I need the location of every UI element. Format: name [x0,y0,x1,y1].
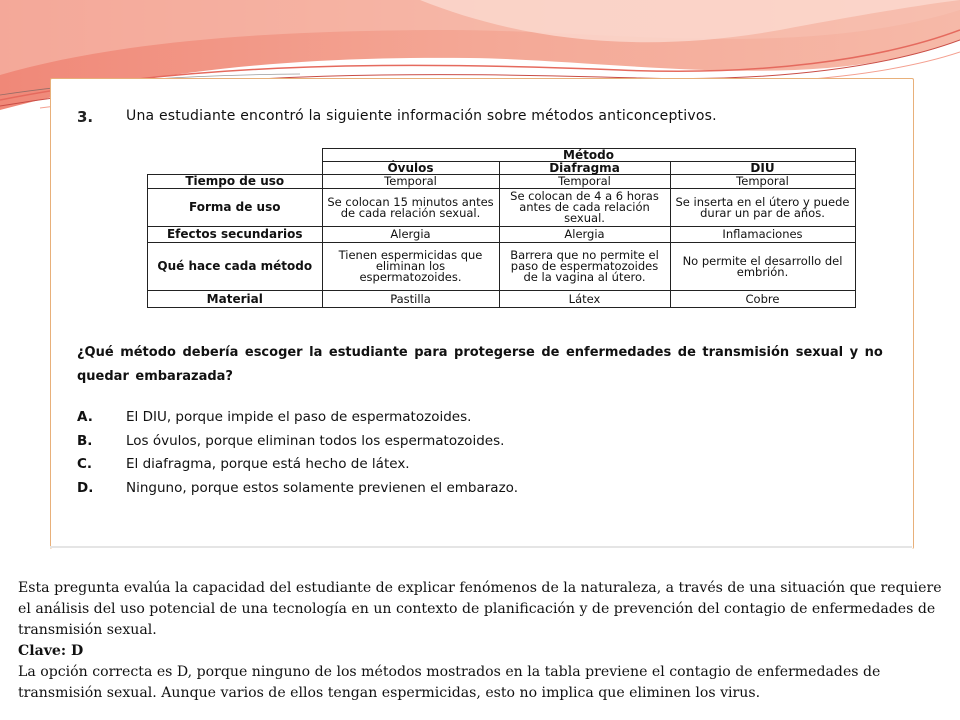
answer-key: Clave: D [18,643,84,659]
card-divider [50,546,912,548]
option-letter: B. [77,432,93,449]
question-card [50,78,914,549]
row-header: Qué hace cada método [148,243,323,291]
table-cell: Se colocan 15 minutos antes de cada relación sexual. [322,189,499,227]
question-intro: Una estudiante encontró la siguiente información sobre métodos anticonceptivos. [126,108,717,124]
table-row [148,243,856,291]
column-header-diu: DIU [670,162,855,175]
column-header-ovulos: Óvulos [322,162,499,175]
row-header: Forma de uso [148,189,323,227]
question-prompt: ¿Qué método debería escoger la estudiante para protegerse de enfermedades de transmisión sexual y no quedar embarazada? [77,345,883,384]
table-cell: Inflamaciones [670,227,855,243]
table-cell: Cobre [670,291,855,308]
question-number: 3. [77,108,94,126]
row-header: Material [148,291,323,308]
row-header: Efectos secundarios [148,227,323,243]
table-group-header: Método [322,149,855,162]
table-cell: Alergia [499,227,670,243]
option-letter: A. [77,409,93,425]
table-cell: Pastilla [322,291,499,308]
table-cell: Barrera que no permite el paso de espermatozoides de la vagina al útero. [499,243,670,291]
option-text: Ninguno, porque estos solamente previenen el embarazo. [126,479,518,496]
table-cell: Temporal [499,175,670,189]
option-letter: D. [77,479,94,496]
option-text: Los óvulos, porque eliminan todos los espermatozoides. [126,432,505,449]
table-cell: Alergia [322,227,499,243]
table-row [148,175,856,189]
explanation [18,578,943,704]
explanation-rationale: La opción correcta es D, porque ninguno de los métodos mostrados en la tabla previene el contagio de enfermedades de transmisión sexual. Aunque varios de ellos tengan espermicidas, esto no implica que eliminen los virus. [18,664,881,701]
table-cell: Se inserta en el útero y puede durar un par de años. [670,189,855,227]
row-header: Tiempo de uso [148,175,323,189]
methods-table [147,148,856,308]
option-text: El DIU, porque impide el paso de espermatozoides. [126,409,472,425]
table-row [148,291,856,308]
table-row [148,227,856,243]
table-cell: Temporal [322,175,499,189]
table-cell: Se colocan de 4 a 6 horas antes de cada relación sexual. [499,189,670,227]
table-cell: Temporal [670,175,855,189]
table-cell: Látex [499,291,670,308]
explanation-paragraph: Esta pregunta evalúa la capacidad del estudiante de explicar fenómenos de la naturaleza, a través de una situación que requiere el análisis del uso potencial de una tecnología en un contexto de planificación y de prevención del contagio de enfermedades de transmisión sexual. [18,580,942,638]
table-cell: Tienen espermicidas que eliminan los espermatozoides. [322,243,499,291]
column-header-diafragma: Diafragma [499,162,670,175]
table-cell: No permite el desarrollo del embrión. [670,243,855,291]
option-text: El diafragma, porque está hecho de látex. [126,456,410,472]
option-letter: C. [77,456,93,472]
table-row [148,189,856,227]
